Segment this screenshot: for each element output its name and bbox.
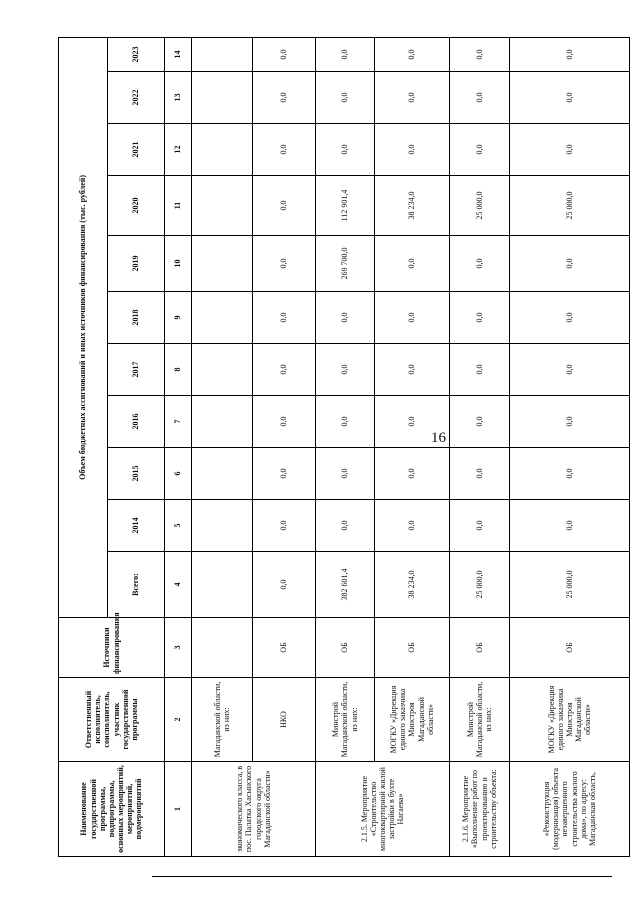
value-cell: 0,0	[375, 292, 450, 344]
value-cell: 0,0	[510, 344, 630, 396]
value-cell: 0,0	[450, 72, 510, 124]
value-cell: 0,0	[375, 72, 450, 124]
source-cell: ОБ	[450, 618, 510, 678]
header-year: 2015	[108, 448, 165, 500]
column-number: 3	[165, 618, 192, 678]
value-cell	[192, 236, 253, 292]
value-cell	[192, 37, 253, 71]
value-cell: 0,0	[375, 448, 450, 500]
column-number: 8	[165, 344, 192, 396]
source-cell: ОБ	[316, 618, 375, 678]
source-cell: ОБ	[375, 618, 450, 678]
value-cell: 0,0	[316, 72, 375, 124]
value-cell	[192, 72, 253, 124]
value-cell: 0,0	[375, 236, 450, 292]
column-numbering-row	[165, 37, 192, 856]
executor-cell: Минстрой Магаданской области, из них:	[316, 678, 375, 762]
total-cell	[192, 552, 253, 618]
value-cell: 0,0	[375, 396, 450, 448]
funding-table	[58, 37, 630, 857]
value-cell: 0,0	[450, 37, 510, 71]
header-year: 2018	[108, 292, 165, 344]
value-cell: 0,0	[510, 236, 630, 292]
value-cell: 0,0	[316, 500, 375, 552]
total-cell: 25 000,0	[510, 552, 630, 618]
column-number: 2	[165, 678, 192, 762]
value-cell: 0,0	[253, 344, 316, 396]
value-cell: 0,0	[375, 124, 450, 176]
executor-cell: МОГКУ «Дирекция единого заказчика Минстроя Магаданской области»	[375, 678, 450, 762]
value-cell: 0,0	[450, 236, 510, 292]
header-source: Источники финансирования	[59, 618, 165, 678]
table-row	[450, 37, 510, 856]
value-cell: 0,0	[510, 500, 630, 552]
value-cell: 269 700,0	[316, 236, 375, 292]
value-cell: 0,0	[510, 396, 630, 448]
table-row	[316, 37, 375, 856]
table-row	[253, 37, 316, 856]
column-number: 4	[165, 552, 192, 618]
program-name-cell: 2.1.6. Мероприятие «Выполнение работ по проектированию и строительству объекта:	[450, 762, 510, 857]
funding-table-rotated	[58, 45, 626, 857]
executor-cell: Магаданской области, из них:	[192, 678, 253, 762]
total-cell: 38 234,0	[375, 552, 450, 618]
value-cell	[192, 500, 253, 552]
value-cell: 0,0	[450, 124, 510, 176]
column-number: 11	[165, 176, 192, 236]
value-cell: 25 000,0	[450, 176, 510, 236]
value-cell: 0,0	[253, 176, 316, 236]
value-cell: 0,0	[375, 344, 450, 396]
value-cell: 0,0	[510, 37, 630, 71]
header-year: 2021	[108, 124, 165, 176]
footer-rule	[152, 876, 612, 877]
header-year: 2022	[108, 72, 165, 124]
table-row	[510, 37, 630, 856]
header-year: 2014	[108, 500, 165, 552]
header-year: 2023	[108, 37, 165, 71]
source-cell	[192, 618, 253, 678]
value-cell: 0,0	[253, 396, 316, 448]
executor-cell: Минстрой Магаданской области, из них:	[450, 678, 510, 762]
column-number: 1	[165, 762, 192, 857]
value-cell	[192, 124, 253, 176]
value-cell: 0,0	[253, 500, 316, 552]
value-cell: 0,0	[316, 37, 375, 71]
header-executor: Ответственный исполнитель, соисполнитель, участник государственной программы	[59, 678, 165, 762]
value-cell: 112 901,4	[316, 176, 375, 236]
column-number: 10	[165, 236, 192, 292]
value-cell	[192, 176, 253, 236]
table-row	[192, 37, 253, 856]
header-program-name: Наименование государственной программы, подпрограммы, основных мероприятий, мероприятий, подмероприятий	[59, 762, 165, 857]
value-cell: 0,0	[450, 292, 510, 344]
header-year: 2020	[108, 176, 165, 236]
header-year: 2019	[108, 236, 165, 292]
header-funding-group: Объем бюджетных ассигнований и иных источников финансирования (тыс. рублей)	[59, 37, 108, 617]
value-cell: 0,0	[316, 124, 375, 176]
column-number: 7	[165, 396, 192, 448]
value-cell: 0,0	[510, 292, 630, 344]
total-cell: 0,0	[253, 552, 316, 618]
value-cell: 0,0	[253, 292, 316, 344]
value-cell: 0,0	[316, 344, 375, 396]
program-name-cell: 2.1.5. Мероприятие «Строительство многоквартирной жилой застройки в бухте Нагаева»	[316, 762, 450, 857]
table-row	[375, 37, 450, 856]
value-cell: 0,0	[253, 37, 316, 71]
value-cell: 0,0	[450, 448, 510, 500]
value-cell	[192, 344, 253, 396]
executor-cell: НКО	[253, 678, 316, 762]
value-cell: 0,0	[510, 124, 630, 176]
column-number: 12	[165, 124, 192, 176]
column-number: 9	[165, 292, 192, 344]
value-cell: 0,0	[375, 500, 450, 552]
value-cell: 0,0	[450, 500, 510, 552]
value-cell	[192, 396, 253, 448]
source-cell: ОБ	[510, 618, 630, 678]
header-year: 2016	[108, 396, 165, 448]
value-cell: 0,0	[316, 292, 375, 344]
column-number: 5	[165, 500, 192, 552]
value-cell	[192, 292, 253, 344]
total-cell: 25 000,0	[450, 552, 510, 618]
header-year: 2017	[108, 344, 165, 396]
source-cell: ОБ	[253, 618, 316, 678]
value-cell: 0,0	[450, 344, 510, 396]
column-number: 6	[165, 448, 192, 500]
value-cell: 0,0	[316, 396, 375, 448]
page-number: 16	[431, 430, 446, 446]
executor-cell: МОГКУ «Дирекция единого заказчика Минстроя Магаданской области»	[510, 678, 630, 762]
column-number: 13	[165, 72, 192, 124]
value-cell: 0,0	[510, 72, 630, 124]
value-cell: 0,0	[253, 124, 316, 176]
value-cell: 0,0	[253, 236, 316, 292]
program-name-cell: «Реконструкция (модернизация) объекта незавершенного строительства жилого дома», по адресу: Магаданская область,	[510, 762, 630, 857]
value-cell: 38 234,0	[375, 176, 450, 236]
value-cell: 0,0	[450, 396, 510, 448]
value-cell: 0,0	[316, 448, 375, 500]
total-cell: 382 601,4	[316, 552, 375, 618]
value-cell: 0,0	[510, 448, 630, 500]
header-total: Всего:	[108, 552, 165, 618]
value-cell: 0,0	[375, 37, 450, 71]
value-cell: 25 000,0	[510, 176, 630, 236]
value-cell	[192, 448, 253, 500]
value-cell: 0,0	[253, 72, 316, 124]
program-name-cell: экономического класса, в пос. Палатка Хасынского городского округа Магаданской области»	[192, 762, 316, 857]
value-cell: 0,0	[253, 448, 316, 500]
column-number: 14	[165, 37, 192, 71]
